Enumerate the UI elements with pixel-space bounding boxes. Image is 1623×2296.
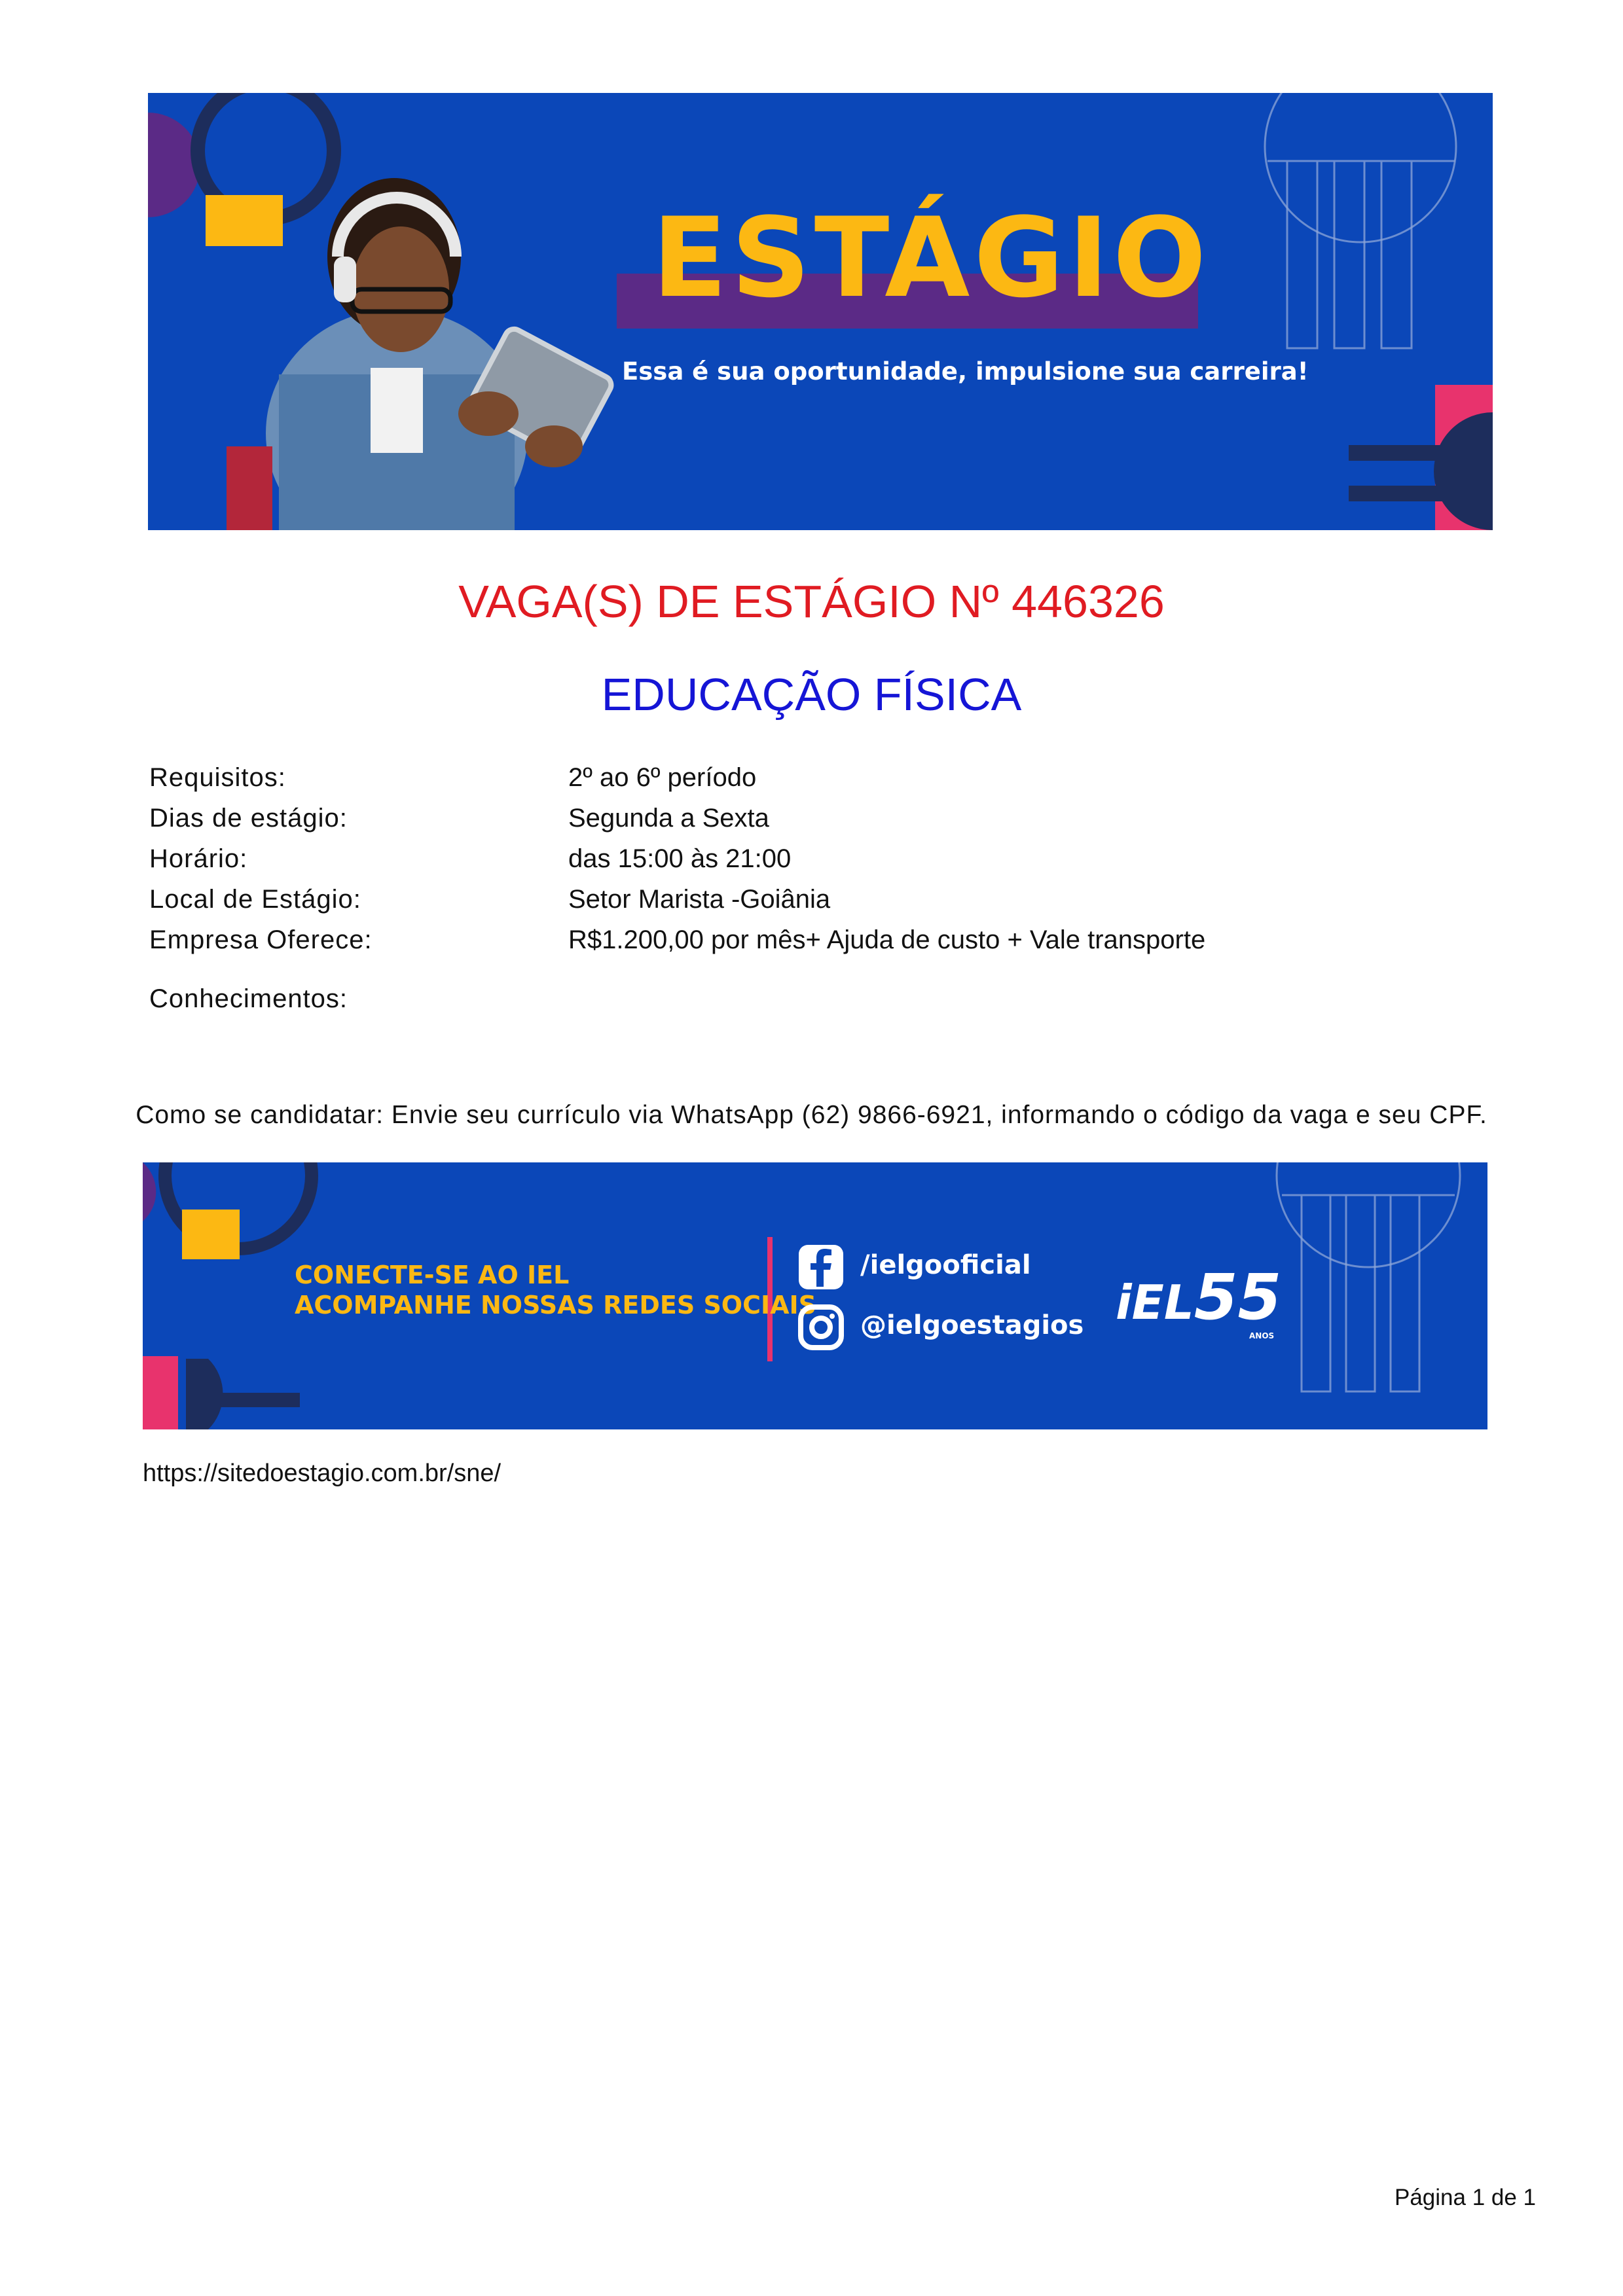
detail-row-dias [149, 804, 1478, 844]
detail-label: Local de Estágio: [149, 885, 361, 914]
detail-value: Segunda a Sexta [568, 804, 769, 833]
iel-logo-sub: ANOS [1249, 1331, 1275, 1340]
detail-row-empresa [149, 925, 1478, 966]
site-url-link[interactable]: https://sitedoestagio.com.br/sne/ [143, 1460, 501, 1487]
instagram-handle[interactable]: @ielgoestagios [860, 1310, 1084, 1340]
page-number: Página 1 de 1 [1395, 2185, 1537, 2210]
detail-value: R$1.200,00 por mês+ Ajuda de custo + Vale transporte [568, 925, 1206, 954]
connect-line-1: CONECTE-SE AO IEL [295, 1261, 570, 1289]
iel-logo-number: 55 [1194, 1261, 1282, 1334]
detail-row-requisitos [149, 763, 1478, 804]
connect-line-2: ACOMPANHE NOSSAS REDES SOCIAIS [295, 1291, 817, 1319]
detail-row-local [149, 885, 1478, 925]
detail-row-horario [149, 844, 1478, 885]
banner-subtitle: Essa é sua oportunidade, impulsione sua carreira! [622, 357, 1309, 386]
detail-label: Empresa Oferece: [149, 925, 373, 954]
student-illustration [227, 178, 614, 530]
apply-instructions: Como se candidatar: Envie seu currículo via WhatsApp (62) 9866-6921, informando o código da vaga e seu CPF. [136, 1101, 1487, 1129]
detail-label: Dias de estágio: [149, 804, 348, 833]
detail-label: Conhecimentos: [149, 984, 348, 1013]
iel-logo-text: iEL [1116, 1275, 1194, 1330]
banner-title: ESTÁGIO [652, 194, 1211, 322]
facebook-handle[interactable]: /ielgooficial [860, 1250, 1031, 1280]
iel-55-logo [1116, 1261, 1281, 1334]
vaga-title: VAGA(S) DE ESTÁGIO Nº 446326 [458, 576, 1165, 627]
detail-label: Horário: [149, 844, 248, 873]
course-title: EDUCAÇÃO FÍSICA [601, 669, 1022, 720]
top-banner [148, 93, 1493, 530]
instagram-icon[interactable] [797, 1304, 845, 1351]
bottom-banner [143, 1162, 1487, 1429]
detail-value: das 15:00 às 21:00 [568, 844, 792, 873]
facebook-icon[interactable] [797, 1244, 845, 1291]
detail-label: Requisitos: [149, 763, 286, 792]
detail-value: Setor Marista -Goiânia [568, 885, 831, 914]
detail-row-conhecimentos [149, 984, 1478, 1025]
detail-value: 2º ao 6º período [568, 763, 757, 792]
